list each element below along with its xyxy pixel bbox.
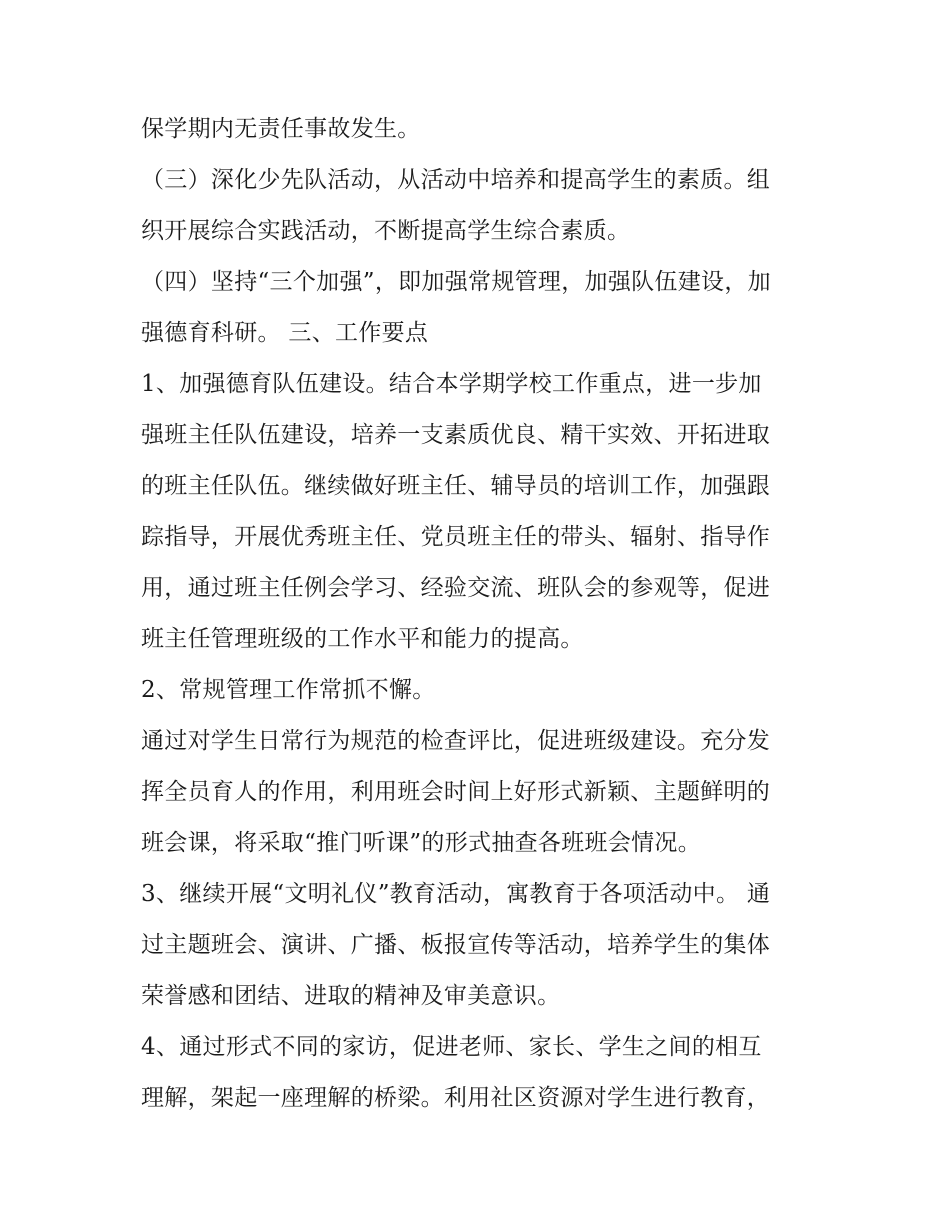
text-line: 班会课，将采取“推门听课”的形式抽查各班班会情况。 [141,830,702,856]
text-line: 2、常规管理工作常抓不懈。 [141,677,436,703]
text-line: 4、通过形式不同的家访，促进老师、家长、学生之间的相互 [141,1034,762,1060]
text-line: 踪指导，开展优秀班主任、党员班主任的带头、辐射、指导作 [141,524,771,550]
text-line: （三）深化少先队活动，从活动中培养和提高学生的素质。组 [141,167,771,193]
text-line: 1、加强德育队伍建设。结合本学期学校工作重点，进一步加 [141,371,762,397]
text-line: 理解，架起一座理解的桥梁。利用社区资源对学生进行教育， [141,1085,771,1111]
text-line: 强德育科研。 三、工作要点 [141,320,429,346]
text-line: 用，通过班主任例会学习、经验交流、班队会的参观等，促进 [141,575,771,601]
text-line: 3、继续开展“文明礼仪”教育活动，寓教育于各项活动中。 通 [141,881,771,907]
text-line: 强班主任队伍建设，培养一支素质优良、精干实效、开拓进取 [141,422,771,448]
text-line: 织开展综合实践活动，不断提高学生综合素质。 [141,218,631,244]
text-line: 过主题班会、演讲、广播、板报宣传等活动，培养学生的集体 [141,932,771,958]
document-body [141,104,821,1124]
text-line: 保学期内无责任事故发生。 [141,116,421,142]
text-line: 班主任管理班级的工作水平和能力的提高。 [141,626,584,652]
text-line: 荣誉感和团结、进取的精神及审美意识。 [141,983,561,1009]
text-line: 的班主任队伍。继续做好班主任、辅导员的培训工作，加强跟 [141,473,771,499]
text-line: （四）坚持“三个加强”，即加强常规管理，加强队伍建设，加 [141,269,771,295]
text-line: 通过对学生日常行为规范的检查评比，促进班级建设。充分发 [141,728,771,754]
text-line: 挥全员育人的作用，利用班会时间上好形式新颖、主题鲜明的 [141,779,771,805]
